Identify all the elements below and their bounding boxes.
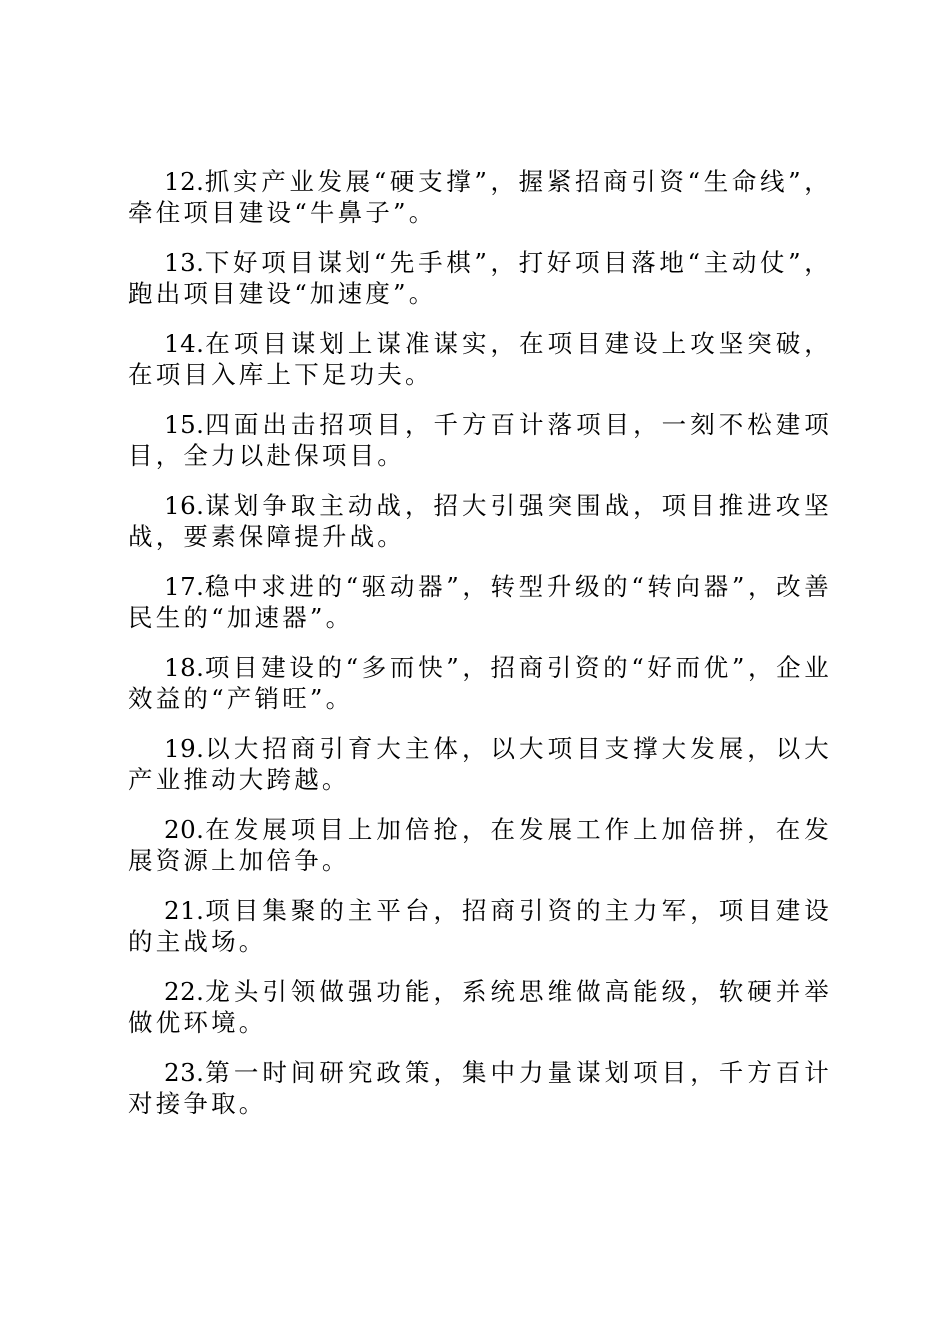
paragraph-text: 项目建设的“多而快”，招商引资的“好而优”，企业效益的“产销旺”。 [128,653,832,713]
paragraph-number: 22. [164,977,205,1006]
paragraph-text: 抓实产业发展“硬支撑”，握紧招商引资“生命线”，牵住项目建设“牛鼻子”。 [128,167,832,227]
paragraph-number: 15. [164,410,205,439]
paragraph-16 [128,490,832,552]
paragraph-21 [128,895,832,957]
paragraph-18 [128,652,832,714]
paragraph-text: 下好项目谋划“先手棋”，打好项目落地“主动仗”，跑出项目建设“加速度”。 [128,248,832,308]
paragraph-text: 第一时间研究政策，集中力量谋划项目，千方百计对接争取。 [128,1058,832,1118]
paragraph-text: 在项目谋划上谋准谋实，在项目建设上攻坚突破，在项目入库上下足功夫。 [128,329,832,389]
paragraph-15 [128,409,832,471]
paragraph-number: 13. [164,248,205,277]
paragraph-number: 23. [164,1058,205,1087]
paragraph-text: 以大招商引育大主体，以大项目支撑大发展，以大产业推动大跨越。 [128,734,832,794]
paragraph-text: 稳中求进的“驱动器”，转型升级的“转向器”，改善民生的“加速器”。 [128,572,832,632]
paragraph-number: 12. [164,167,205,196]
paragraph-12 [128,166,832,228]
paragraph-22 [128,976,832,1038]
paragraph-number: 18. [164,653,205,682]
paragraph-number: 17. [164,572,205,601]
paragraph-text: 谋划争取主动战，招大引强突围战，项目推进攻坚战，要素保障提升战。 [128,491,832,551]
paragraph-text: 龙头引领做强功能，系统思维做高能级，软硬并举做优环境。 [128,977,832,1037]
paragraph-14 [128,328,832,390]
paragraph-number: 20. [164,815,205,844]
paragraph-17 [128,571,832,633]
paragraph-number: 19. [164,734,205,763]
paragraph-number: 16. [164,491,205,520]
paragraph-20 [128,814,832,876]
paragraph-23 [128,1057,832,1119]
paragraph-number: 14. [164,329,205,358]
paragraph-19 [128,733,832,795]
paragraph-13 [128,247,832,309]
paragraph-number: 21. [164,896,205,925]
paragraph-text: 四面出击招项目，千方百计落项目，一刻不松建项目，全力以赴保项目。 [128,410,832,470]
paragraph-text: 项目集聚的主平台，招商引资的主力军，项目建设的主战场。 [128,896,832,956]
paragraph-text: 在发展项目上加倍抢，在发展工作上加倍拼，在发展资源上加倍争。 [128,815,832,875]
document-page [128,166,832,1138]
